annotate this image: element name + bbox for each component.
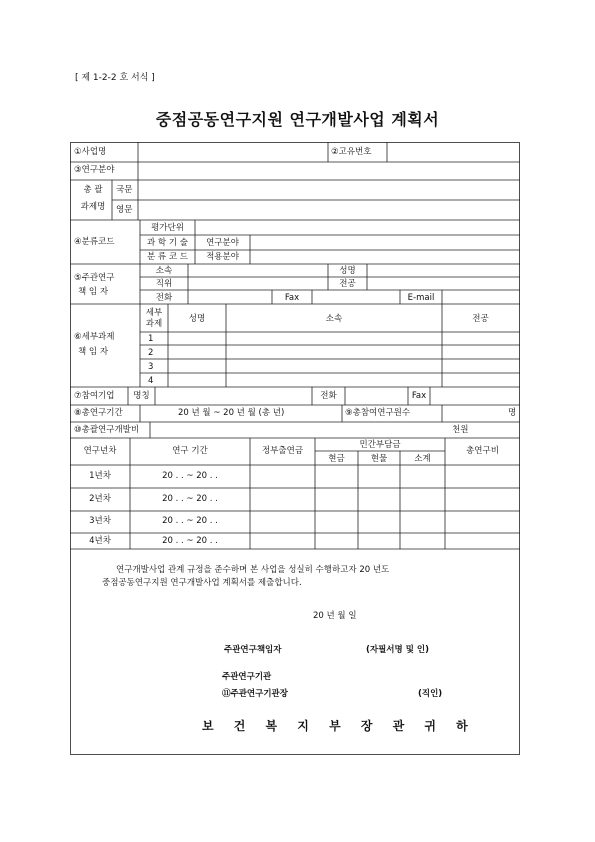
sub-major-header: 전공 — [472, 314, 489, 324]
english-label: 영문 — [116, 205, 133, 215]
total-col-header: 총연구비 — [466, 446, 499, 456]
year-period: 20 . . ~ 20 . . — [162, 471, 218, 481]
year-period: 20 . . ~ 20 . . — [162, 516, 218, 526]
declaration-line1: 연구개발사업 관계 규정을 준수하며 본 사업을 성실히 수행하고자 20 년도 — [116, 565, 390, 575]
period-text: 20 년 월 ~ 20 년 월 (총 년) — [178, 408, 285, 418]
pi-major-label: 전공 — [339, 279, 356, 289]
pi-label-line2: 책 임 자 — [78, 287, 109, 297]
page-title: 중점공동연구지원 연구개발사업 계획서 — [155, 110, 440, 129]
head-sign-note: (직인) — [418, 689, 443, 699]
business-name-label: ①사업명 — [74, 147, 107, 157]
period-col-header: 연구 기간 — [172, 446, 208, 456]
applied-field-label: 적용분야 — [206, 252, 239, 262]
subtotal-col-header: 소계 — [414, 454, 431, 464]
year-label: 1년차 — [89, 471, 111, 481]
korean-label: 국문 — [116, 185, 133, 195]
company-fax-label: Fax — [411, 391, 427, 401]
sub-pi-label-line1: ⑥세부과제 — [74, 332, 115, 342]
year-label: 2년차 — [89, 494, 111, 504]
year-label: 4년차 — [89, 536, 111, 546]
sub-row-number: 1 — [148, 334, 154, 344]
addressee: 보 건 복 지 부 장 관 귀 하 — [202, 719, 476, 733]
declaration-line2: 중점공동연구지원 연구개발사업 계획서를 제출합니다. — [102, 578, 302, 588]
year-label: 3년차 — [89, 516, 111, 526]
total-researchers-label: ⑨총참여연구원수 — [345, 408, 411, 418]
project-name-label-line1: 총 괄 — [83, 185, 103, 195]
year-period: 20 . . ~ 20 . . — [162, 536, 218, 546]
inkind-col-header: 현물 — [370, 454, 388, 464]
pi-affiliation-label: 소속 — [155, 266, 173, 276]
form-code: [ 제 1-2-2 호 서식 ] — [75, 73, 155, 83]
research-field-label: ③연구분야 — [74, 165, 115, 175]
class-code-label: 분 류 코 드 — [147, 252, 188, 262]
cash-col-header: 현금 — [328, 454, 345, 464]
pi-position-label: 직위 — [155, 279, 173, 289]
cost-unit: 천원 — [452, 425, 469, 435]
head-sign-label: ⑪주관연구기관장 — [222, 689, 288, 699]
pi-name-label: 성명 — [339, 266, 356, 276]
sci-tech-label: 과 학 기 술 — [147, 238, 188, 248]
sub-task-label-line1: 세부 — [145, 308, 163, 318]
eval-unit-label: 평가단위 — [151, 223, 184, 233]
sub-row-number: 2 — [148, 348, 154, 358]
research-sub-label: 연구분야 — [206, 238, 239, 248]
company-phone-label: 전화 — [320, 391, 337, 401]
pi-fax-label: Fax — [284, 293, 300, 303]
company-name-label: 명칭 — [133, 391, 150, 401]
gov-col-header: 정부출연금 — [261, 446, 304, 456]
declaration-date: 20 년 월 일 — [313, 611, 357, 621]
sub-row-number: 3 — [148, 362, 154, 372]
unique-no-label: ②고유번호 — [331, 147, 372, 157]
sub-name-header: 성명 — [188, 314, 206, 324]
year-period: 20 . . ~ 20 . . — [162, 494, 218, 504]
project-name-label-line2: 과제명 — [80, 202, 106, 212]
pi-label-line1: ⑤주관연구 — [74, 273, 115, 283]
sub-task-label-line2: 과제 — [145, 319, 163, 329]
total-period-label: ⑧총연구기간 — [74, 408, 123, 418]
classification-label: ④분류코드 — [74, 237, 115, 247]
researchers-unit: 명 — [508, 408, 517, 418]
sub-affiliation-header: 소속 — [325, 314, 343, 324]
private-col-header: 민간부담금 — [359, 440, 401, 450]
participant-label: ⑦참여기업 — [74, 391, 115, 401]
total-cost-label: ⑩총괄연구개발비 — [74, 425, 140, 435]
pi-sign-label: 주관연구책임자 — [224, 645, 282, 655]
year-col-header: 연구년차 — [83, 446, 117, 456]
pi-phone-label: 전화 — [155, 293, 173, 303]
org-label: 주관연구기관 — [222, 672, 272, 682]
pi-sign-note: (자필서명 및 인) — [366, 645, 429, 655]
sub-pi-label-line2: 책 임 자 — [78, 347, 109, 357]
pi-email-label: E-mail — [407, 293, 435, 303]
sub-row-number: 4 — [148, 376, 154, 386]
